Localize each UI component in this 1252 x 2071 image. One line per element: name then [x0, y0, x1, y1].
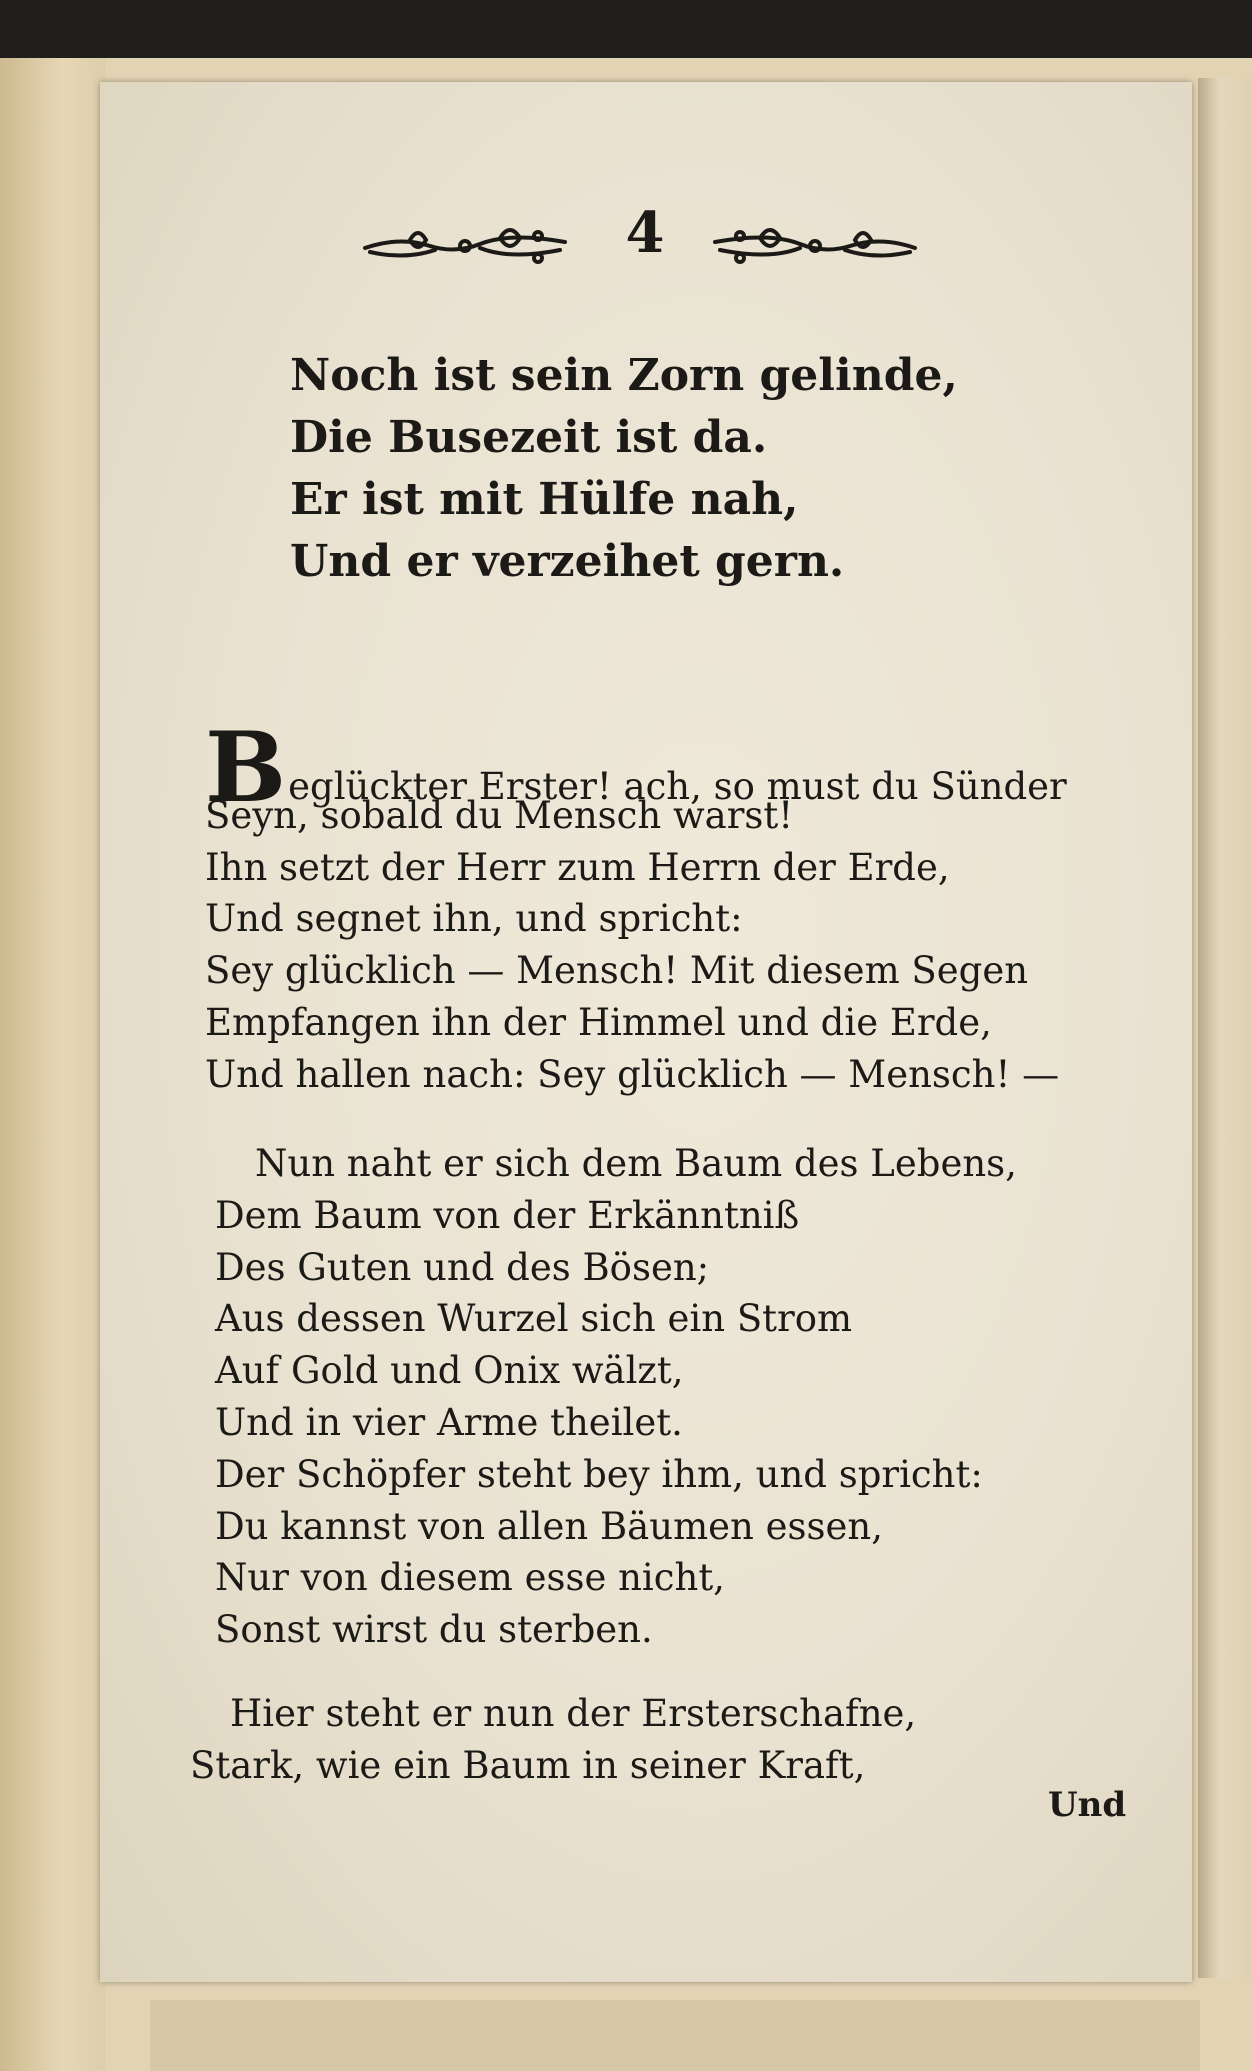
stanza-line: Die Busezeit ist da. — [290, 412, 768, 463]
opening-stanza — [290, 345, 958, 593]
page-header — [360, 200, 920, 290]
verse-line: Und in vier Arme theilet. — [215, 1400, 683, 1444]
verse-line: Hier steht er nun der Ersterschafne, — [230, 1692, 917, 1735]
paragraph-two — [215, 1138, 1017, 1656]
next-page-edge — [1198, 78, 1252, 1978]
verse-line: Dem Baum von der Erkänntniß — [215, 1193, 800, 1237]
stanza-line: Und er verzeihet gern. — [290, 536, 845, 587]
verse-line: Und hallen nach: Sey glücklich — Mensch! — — [205, 1052, 1060, 1096]
verse-line: Der Schöpfer steht bey ihm, und spricht: — [215, 1452, 983, 1496]
bottom-page-edge — [150, 2000, 1200, 2071]
verse-line: Ihn setzt der Herr zum Herrn der Erde, — [205, 845, 950, 889]
verse-line: Auf Gold und Onix wälzt, — [215, 1349, 684, 1393]
verse-line: Sey glücklich — Mensch! Mit diesem Segen — [205, 949, 1029, 993]
verse-line: Sonst wirst du sterben. — [215, 1608, 653, 1652]
verse-line: Nun naht er sich dem Baum des Lebens, — [255, 1142, 1017, 1185]
verse-line: Du kannst von allen Bäumen essen, — [215, 1504, 884, 1548]
left-ornament-icon — [360, 218, 570, 273]
verse-line: Nur von diesem esse nicht, — [215, 1556, 725, 1600]
stanza-line: Er ist mit Hülfe nah, — [290, 474, 799, 525]
verse-line-text: eglückter Erster! ach, so must du Sünder — [288, 765, 1067, 808]
right-ornament-icon — [710, 218, 920, 273]
paragraph-three — [190, 1688, 917, 1792]
show-through-ink — [960, 382, 1100, 542]
verse-line: Und segnet ihn, und spricht: — [205, 897, 743, 941]
paragraph-one — [205, 711, 1067, 1101]
verse-line: Aus dessen Wurzel sich ein Strom — [215, 1297, 853, 1341]
verse-line: Seyn, sobald du Mensch warst! — [205, 793, 794, 837]
verse-line: Empfangen ihn der Himmel und die Erde, — [205, 1000, 992, 1044]
verse-line: Des Guten und des Bösen; — [215, 1245, 710, 1289]
catchword: Und — [1048, 1785, 1127, 1825]
page-number: 4 — [625, 200, 665, 266]
left-page-edge — [0, 58, 105, 2071]
verse-line: Stark, wie ein Baum in seiner Kraft, — [190, 1743, 866, 1787]
initial-letter: B — [205, 711, 287, 824]
stanza-line: Noch ist sein Zorn gelinde, — [290, 350, 958, 401]
